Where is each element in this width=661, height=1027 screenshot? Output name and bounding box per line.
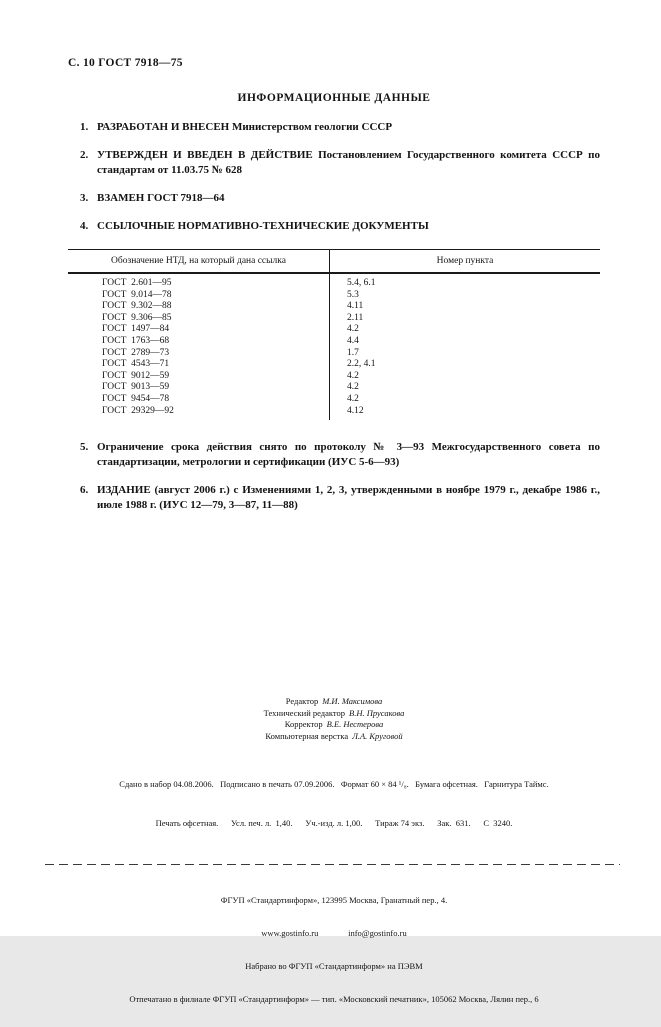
credit-name: Л.А. Круговой — [352, 730, 403, 741]
credit-label: Редактор — [285, 696, 319, 707]
table-row — [68, 371, 600, 383]
table-row — [68, 382, 600, 394]
references-table-body — [68, 274, 600, 420]
item-number: 4. — [80, 220, 89, 232]
publisher-block — [68, 873, 600, 1027]
cell-designation: ГОСТ 9.302—88 — [68, 301, 330, 313]
publisher-typeset-note: Набрано во ФГУП «Стандартинформ» на ПЭВМ — [245, 961, 423, 972]
table-row — [68, 274, 600, 290]
cell-clause: 4.4 — [347, 335, 359, 346]
cell-clause: 4.12 — [347, 405, 364, 416]
item-text: ВЗАМЕН ГОСТ 7918—64 — [97, 192, 225, 204]
table-row — [68, 406, 600, 421]
cell-designation: ГОСТ 9012—59 — [68, 371, 330, 383]
running-header: С. 10 ГОСТ 7918—75 — [68, 57, 183, 69]
credit-label: Компьютерная верстка — [265, 730, 349, 741]
credit-label: Технический редактор — [263, 707, 346, 718]
item-references-heading — [68, 219, 600, 234]
cell-designation: ГОСТ 2789—73 — [68, 348, 330, 360]
references-table-header — [68, 250, 600, 274]
item-text: УТВЕРЖДЕН И ВВЕДЕН В ДЕЙСТВИЕ Постановлением Государственного комитета СССР по стандартам от 11.03.75 № 628 — [97, 149, 600, 176]
credit-name: М.И. Максимова — [322, 696, 383, 707]
imprint-line-1: Сдано в набор 04.08.2006. Подписано в печать 07.09.2006. Формат 60 × 84 ¹/₈. Бумага офсетная. Гарнитура Таймс. — [119, 779, 549, 790]
item-replaces — [68, 191, 600, 206]
cell-clause: 2.2, 4.1 — [347, 359, 376, 370]
credit-name: В.Н. Прусакова — [349, 707, 405, 718]
item-text: Ограничение срока действия снято по протоколу № 3—93 Межгосударственного совета по стандартизации, метрологии и сертификации (ИУС 5-6—93) — [97, 441, 600, 469]
credit-name: В.Е. Нестерова — [326, 719, 384, 730]
cell-designation: ГОСТ 9454—78 — [68, 394, 330, 406]
cell-designation: ГОСТ 1763—68 — [68, 336, 330, 348]
table-row — [68, 290, 600, 302]
column-header-designation: Обозначение НТД, на который дана ссылка — [68, 250, 330, 272]
cell-designation: ГОСТ 9.014—78 — [68, 290, 330, 302]
item-text: РАЗРАБОТАН И ВНЕСЕН Министерством геологии СССР — [97, 121, 393, 133]
cell-designation: ГОСТ 29329—92 — [68, 406, 330, 421]
item-number: 6. — [80, 484, 89, 497]
table-row — [68, 313, 600, 325]
cell-clause: 4.2 — [347, 393, 359, 404]
item-approved — [68, 148, 600, 178]
cell-designation: ГОСТ 9.306—85 — [68, 313, 330, 325]
references-table — [68, 249, 600, 420]
cell-clause: 4.2 — [347, 382, 359, 393]
credit-line-proofreader — [68, 719, 600, 731]
column-header-clause: Номер пункта — [436, 256, 494, 266]
publisher-printed-note: Отпечатано в филиале ФГУП «Стандартинформ» — тип. «Московский печатник», 105062 Москва, Лялин пер., 6 — [129, 994, 539, 1005]
imprint-line-2: Печать офсетная. Усл. печ. л. 1,40. Уч.-изд. л. 1,00. Тираж 74 экз. Зак. 631. С 3240. — [155, 818, 513, 829]
table-row — [68, 348, 600, 360]
item-edition — [68, 483, 600, 513]
item-number: 1. — [80, 121, 89, 133]
dashed-divider — [45, 864, 620, 865]
item-developed — [68, 120, 600, 135]
section-title: ИНФОРМАЦИОННЫЕ ДАННЫЕ — [237, 92, 431, 104]
item-text: ССЫЛОЧНЫЕ НОРМАТИВНО-ТЕХНИЧЕСКИЕ ДОКУМЕНТЫ — [97, 220, 429, 232]
cell-clause: 2.11 — [347, 312, 364, 323]
credits-block — [68, 696, 600, 742]
item-number: 2. — [80, 149, 89, 161]
imprint-block — [68, 752, 600, 856]
cell-clause: 4.2 — [347, 370, 359, 381]
publisher-contacts: www.gostinfo.ru info@gostinfo.ru — [261, 928, 407, 939]
cell-clause: 5.3 — [347, 289, 359, 300]
item-number: 5. — [80, 441, 89, 454]
cell-clause: 1.7 — [347, 347, 359, 358]
cell-designation: ГОСТ 2.601—95 — [68, 274, 330, 290]
cell-clause: 5.4, 6.1 — [347, 278, 376, 288]
publisher-address: ФГУП «Стандартинформ», 123995 Москва, Гранатный пер., 4. — [220, 895, 448, 906]
credit-line-editor — [68, 696, 600, 708]
item-text: ИЗДАНИЕ (август 2006 г.) с Изменениями 1, 2, 3, утвержденными в ноябре 1979 г., декабре 1986 г., июле 1988 г. (ИУС 12—79, 3—87, 11—88) — [97, 484, 600, 512]
item-number: 3. — [80, 192, 89, 204]
cell-designation: ГОСТ 9013—59 — [68, 382, 330, 394]
credit-line-layout — [68, 731, 600, 743]
table-row — [68, 394, 600, 406]
table-row — [68, 301, 600, 313]
table-row — [68, 324, 600, 336]
item-limitation — [68, 440, 600, 470]
cell-designation: ГОСТ 4543—71 — [68, 359, 330, 371]
cell-designation: ГОСТ 1497—84 — [68, 324, 330, 336]
credit-label: Корректор — [284, 719, 323, 730]
cell-clause: 4.11 — [347, 301, 364, 312]
cell-clause: 4.2 — [347, 324, 359, 335]
credit-line-technical-editor — [68, 708, 600, 720]
table-row — [68, 359, 600, 371]
table-row — [68, 336, 600, 348]
